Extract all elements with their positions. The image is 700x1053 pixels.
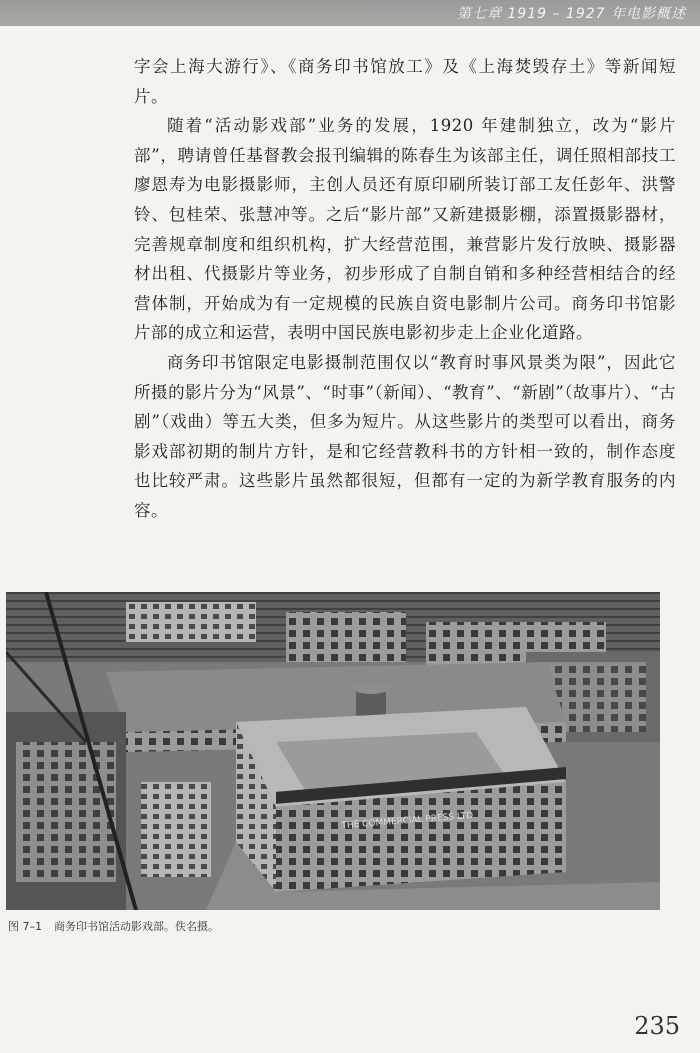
page-number: 235 (634, 1012, 680, 1040)
paragraph: 商务印书馆限定电影摄制范围仅以“教育时事风景类为限”，因此它所摄的影片分为“风景”、“时事”（新闻）、“教育”、“新剧”（故事片）、“古剧”（戏曲）等五大类，但多为短片。从这些影片的类型可以看出，商务影戏部初期的制片方针，是和它经营教科书的方针相一致的，制作态度也比较严肃。这些影片虽然都很短，但都有一定的为新学教育服务的内容。 (134, 352, 676, 520)
paragraph: 随着“活动影戏部”业务的发展，1920 年建制独立，改为“影片部”，聘请曾任基督教会报刊编辑的陈春生为该部主任，调任照相部技工廖恩寿为电影摄影师，主创人员还有原印刷所装订部工友任彭年、洪警铃、包桂荣、张慧冲等。之后“影片部”又新建摄影棚，添置摄影器材，完善规章制度和组织机构，扩大经营范围，兼营影片发行放映、摄影器材出租、代摄影片等业务，初步形成了自制自销和多种经营相结合的经营体制，开始成为有一定规模的民族自资电影制片公司。商务印书馆影片部的成立和运营，表明中国民族电影初步走上企业化道路。 (134, 116, 676, 343)
photo-illustration (6, 592, 660, 910)
commercial-press-photo (6, 592, 660, 910)
running-title: 第七章 1919 – 1927 年电影概述 (456, 6, 686, 22)
running-header (0, 0, 700, 26)
body-text (134, 52, 676, 526)
building-sign-text: THE COMMERCIAL PRESS LTD (341, 810, 474, 832)
figure-caption (8, 918, 219, 934)
figure-number: 图 7–1 (8, 920, 42, 933)
paragraph-continued: 字会上海大游行》、《商务印书馆放工》及《上海焚毁存土》等新闻短片。 (134, 57, 676, 106)
figure-caption-text: 商务印书馆活动影戏部。佚名摄。 (54, 920, 219, 933)
